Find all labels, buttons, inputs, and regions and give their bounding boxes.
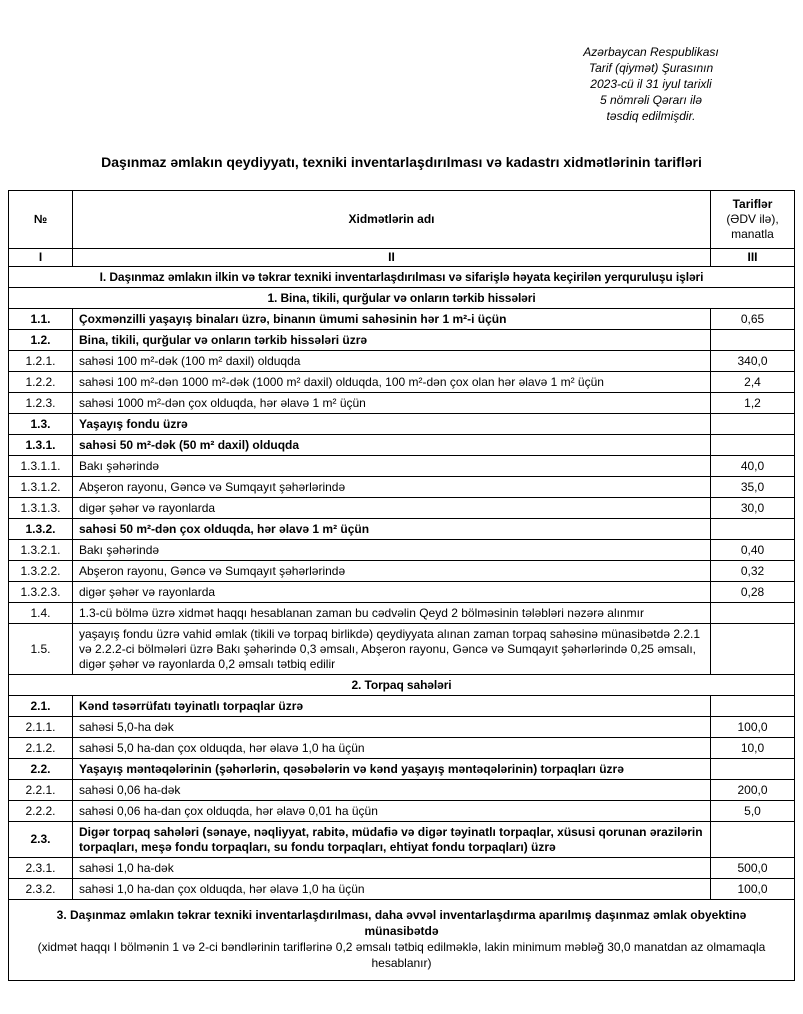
roman-numeral-col3: III xyxy=(711,249,795,267)
roman-numeral-col2: II xyxy=(73,249,711,267)
row-number: 1.3.1. xyxy=(9,435,73,456)
service-name: digər şəhər və rayonlarda xyxy=(73,498,711,519)
row-number: 2.3.2. xyxy=(9,879,73,900)
service-name: Yaşayış məntəqələrinin (şəhərlərin, qəsəbələrin və kənd yaşayış məntəqələrinin) torpaqları üzrə xyxy=(73,759,711,780)
service-name: 1.3-cü bölmə üzrə xidmət haqqı hesablanan zaman bu cədvəlin Qeyd 2 bölməsinin tələbləri nəzərə alınmır xyxy=(73,603,711,624)
approval-note-line: Tarif (qiymət) Şurasının xyxy=(588,61,714,75)
section-row xyxy=(9,267,795,288)
footer-section-cell xyxy=(9,900,795,981)
tariff-header-line: (ƏDV ilə), xyxy=(726,212,779,226)
service-name: sahəsi 0,06 ha-dan çox olduqda, hər əlavə 0,01 ha üçün xyxy=(73,801,711,822)
table-row xyxy=(9,858,795,879)
service-name: sahəsi 100 m²-dək (100 m² daxil) olduqda xyxy=(73,351,711,372)
document-page xyxy=(0,44,803,1014)
table-row xyxy=(9,435,795,456)
tariff-value xyxy=(711,519,795,540)
page-title: Daşınmaz əmlakın qeydiyyatı, texniki inventarlaşdırılması və kadastrı xidmətlərinin tarifləri xyxy=(101,154,702,170)
table-body xyxy=(9,267,795,900)
roman-numbering-row xyxy=(9,249,795,267)
service-name: Yaşayış fondu üzrə xyxy=(73,414,711,435)
service-name: Bina, tikili, qurğular və onların tərkib hissələri üzrə xyxy=(73,330,711,351)
service-name: Çoxmənzilli yaşayış binaları üzrə, binanın ümumi sahəsinin hər 1 m²-i üçün xyxy=(73,309,711,330)
table-row xyxy=(9,477,795,498)
service-name: sahəsi 50 m²-dək (50 m² daxil) olduqda xyxy=(73,435,711,456)
service-name: sahəsi 50 m²-dən çox olduqda, hər əlavə 1 m² üçün xyxy=(73,519,711,540)
tariff-value: 40,0 xyxy=(711,456,795,477)
tariff-value xyxy=(711,435,795,456)
table-row xyxy=(9,414,795,435)
footer-section-row xyxy=(9,900,795,981)
row-number: 1.2.2. xyxy=(9,372,73,393)
row-number: 2.2. xyxy=(9,759,73,780)
row-number: 1.2.3. xyxy=(9,393,73,414)
row-number: 1.1. xyxy=(9,309,73,330)
column-header-row xyxy=(9,191,795,249)
row-number: 1.4. xyxy=(9,603,73,624)
table-row xyxy=(9,738,795,759)
section-title: 2. Torpaq sahələri xyxy=(9,675,795,696)
row-number: 1.3.2.1. xyxy=(9,540,73,561)
service-name: Abşeron rayonu, Gəncə və Sumqayıt şəhərlərində xyxy=(73,477,711,498)
service-name: digər şəhər və rayonlarda xyxy=(73,582,711,603)
row-number: 1.3. xyxy=(9,414,73,435)
tariff-value: 0,28 xyxy=(711,582,795,603)
row-number: 1.3.1.2. xyxy=(9,477,73,498)
approval-note xyxy=(521,44,781,124)
service-name: Bakı şəhərində xyxy=(73,540,711,561)
table-row xyxy=(9,351,795,372)
table-row xyxy=(9,540,795,561)
tariff-value: 500,0 xyxy=(711,858,795,879)
table-row xyxy=(9,603,795,624)
table-footer xyxy=(9,900,795,981)
tariff-value xyxy=(711,696,795,717)
row-number: 2.3. xyxy=(9,822,73,858)
table-row xyxy=(9,717,795,738)
table-row xyxy=(9,582,795,603)
table-row xyxy=(9,759,795,780)
table-row xyxy=(9,393,795,414)
service-name: sahəsi 5,0 ha-dan çox olduqda, hər əlavə 1,0 ha üçün xyxy=(73,738,711,759)
row-number: 1.3.2.3. xyxy=(9,582,73,603)
table-row xyxy=(9,624,795,675)
table-row xyxy=(9,309,795,330)
table-row xyxy=(9,330,795,351)
approval-note-line: 2023-cü il 31 iyul tarixli xyxy=(590,77,712,91)
tariff-value: 340,0 xyxy=(711,351,795,372)
row-number: 1.2. xyxy=(9,330,73,351)
row-number: 1.3.2. xyxy=(9,519,73,540)
column-header-service-name: Xidmətlərin adı xyxy=(73,191,711,249)
footer-section-note: (xidmət haqqı I bölmənin 1 və 2-ci bəndlərinin tariflərinə 0,2 əmsalı tətbiq edilməklə, lakin minimum məbləğ 30,0 manatdan az olmamaqla hesablanır) xyxy=(37,940,766,970)
approval-note-line: 5 nömrəli Qərarı ilə xyxy=(599,93,703,107)
tariff-value xyxy=(711,414,795,435)
table-row xyxy=(9,456,795,477)
service-name: Kənd təsərrüfatı təyinatlı torpaqlar üzrə xyxy=(73,696,711,717)
row-number: 1.3.1.3. xyxy=(9,498,73,519)
section-row xyxy=(9,675,795,696)
row-number: 2.2.1. xyxy=(9,780,73,801)
table-row xyxy=(9,879,795,900)
tariff-value: 0,32 xyxy=(711,561,795,582)
service-name: sahəsi 5,0-ha dək xyxy=(73,717,711,738)
service-name: Abşeron rayonu, Gəncə və Sumqayıt şəhərlərində xyxy=(73,561,711,582)
tariff-value xyxy=(711,603,795,624)
tariff-value: 100,0 xyxy=(711,717,795,738)
row-number: 2.1. xyxy=(9,696,73,717)
column-header-tariff xyxy=(711,191,795,249)
column-header-number: № xyxy=(9,191,73,249)
service-name: sahəsi 100 m²-dən 1000 m²-dək (1000 m² daxil) olduqda, 100 m²-dən çox olan hər əlavə 1 m² üçün xyxy=(73,372,711,393)
tariff-value xyxy=(711,624,795,675)
service-name: sahəsi 0,06 ha-dək xyxy=(73,780,711,801)
table-row xyxy=(9,780,795,801)
table-row xyxy=(9,561,795,582)
service-name: sahəsi 1,0 ha-dan çox olduqda, hər əlavə 1,0 ha üçün xyxy=(73,879,711,900)
table-row xyxy=(9,372,795,393)
tariff-header-line: manatla xyxy=(731,227,774,241)
footer-section-title: 3. Daşınmaz əmlakın təkrar texniki inventarlaşdırılması, daha əvvəl inventarlaşdırma aparılmış daşınmaz əmlak obyektinə münasibətdə xyxy=(56,908,747,938)
tariff-value: 2,4 xyxy=(711,372,795,393)
row-number: 2.3.1. xyxy=(9,858,73,879)
row-number: 1.3.1.1. xyxy=(9,456,73,477)
roman-numeral-col1: I xyxy=(9,249,73,267)
tariff-table xyxy=(8,190,795,981)
row-number: 2.2.2. xyxy=(9,801,73,822)
table-row xyxy=(9,822,795,858)
row-number: 1.5. xyxy=(9,624,73,675)
row-number: 2.1.2. xyxy=(9,738,73,759)
row-number: 1.3.2.2. xyxy=(9,561,73,582)
approval-note-line: təsdiq edilmişdir. xyxy=(606,109,696,123)
service-name: sahəsi 1,0 ha-dək xyxy=(73,858,711,879)
service-name: yaşayış fondu üzrə vahid əmlak (tikili və torpaq birlikdə) qeydiyyata alınan zaman torpaq sahəsinə münasibətdə 2.2.1 və 2.2.2-ci bölmələri üzrə Bakı şəhərində 0,3 əmsalı, Abşeron rayonu, Gəncə və Sumqayıt şəhərlərində 0,25 əmsalı, digər şəhər və rayonlarda 0,2 əmsalı tətbiq edilir xyxy=(73,624,711,675)
row-number: 2.1.1. xyxy=(9,717,73,738)
tariff-value: 1,2 xyxy=(711,393,795,414)
tariff-value: 0,40 xyxy=(711,540,795,561)
table-row xyxy=(9,519,795,540)
section-row xyxy=(9,288,795,309)
tariff-value xyxy=(711,330,795,351)
tariff-value: 5,0 xyxy=(711,801,795,822)
service-name: Digər torpaq sahələri (sənaye, nəqliyyat, rabitə, müdafiə və digər təyinatlı torpaqlar, xüsusi qorunan ərazilərin torpaqları, meşə fondu torpaqları, su fondu torpaqları, ehtiyat fondu torpaqları) üzrə xyxy=(73,822,711,858)
service-name: Bakı şəhərində xyxy=(73,456,711,477)
table-row xyxy=(9,498,795,519)
table-row xyxy=(9,696,795,717)
approval-note-line: Azərbaycan Respublikası xyxy=(583,45,719,59)
service-name: sahəsi 1000 m²-dən çox olduqda, hər əlavə 1 m² üçün xyxy=(73,393,711,414)
section-title: 1. Bina, tikili, qurğular və onların tərkib hissələri xyxy=(9,288,795,309)
tariff-value xyxy=(711,759,795,780)
tariff-value: 35,0 xyxy=(711,477,795,498)
row-number: 1.2.1. xyxy=(9,351,73,372)
tariff-header-line: Tariflər xyxy=(732,197,773,211)
tariff-value: 10,0 xyxy=(711,738,795,759)
tariff-value xyxy=(711,822,795,858)
section-title: I. Daşınmaz əmlakın ilkin və təkrar texniki inventarlaşdırılması və sifarişlə həyata keçirilən yerquruluşu işləri xyxy=(9,267,795,288)
tariff-value: 0,65 xyxy=(711,309,795,330)
tariff-value: 200,0 xyxy=(711,780,795,801)
tariff-value: 100,0 xyxy=(711,879,795,900)
table-header xyxy=(9,191,795,267)
tariff-value: 30,0 xyxy=(711,498,795,519)
table-row xyxy=(9,801,795,822)
